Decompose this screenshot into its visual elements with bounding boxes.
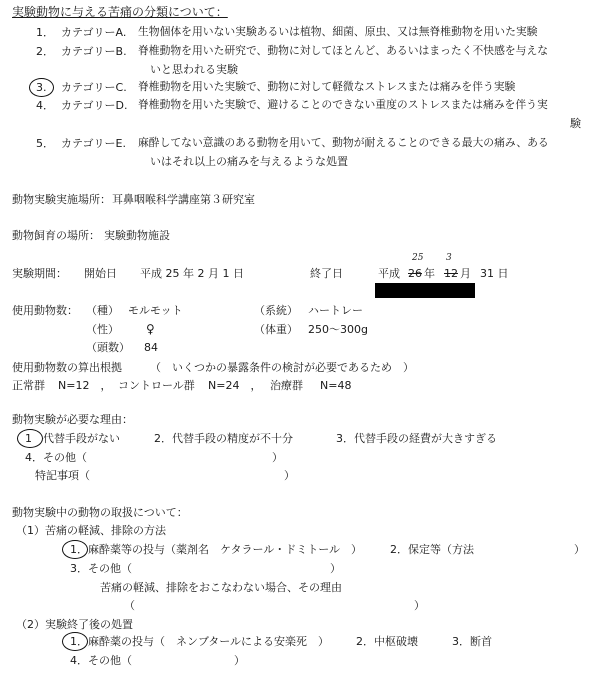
page-title: 実験動物に与える苦痛の分類について： xyxy=(12,5,228,19)
category-label: カテゴリーD. xyxy=(61,99,128,112)
handwritten-month: 3 xyxy=(446,253,452,263)
reason-option-1: 1 代替手段がない xyxy=(25,432,120,445)
reason-option-4: 4．その他（ xyxy=(25,451,87,464)
group-name: 正常群 xyxy=(12,379,45,392)
pain-option-2-close: ） xyxy=(574,543,585,556)
end-day: 31 日 xyxy=(480,267,509,280)
group-name: コントロール群 xyxy=(118,379,195,392)
species-label: （種） xyxy=(86,304,119,317)
pain-section-heading: （1）苦痛の軽減、排除の方法 xyxy=(16,524,166,537)
category-label: カテゴリーC. xyxy=(61,81,127,94)
reason-label: 動物実験が必要な理由： xyxy=(12,413,133,426)
housing-value: 実験動物施設 xyxy=(104,229,170,242)
handling-label: 動物実験中の動物の取扱について： xyxy=(12,506,188,519)
count-value: 84 xyxy=(144,341,158,354)
pain-reason-label: 苦痛の軽減、排除をおこなわない場合、その理由 xyxy=(100,581,342,594)
end-month-unit: 月 xyxy=(460,267,471,280)
start-label: 開始日 xyxy=(84,267,117,280)
category-text: 脊椎動物を用いた実験で、避けることのできない重度のストレスまたは痛みを伴う実 xyxy=(138,98,548,111)
category-text-continued: 験 xyxy=(570,117,581,130)
basis-label: 使用動物数の算出根拠 xyxy=(12,361,122,374)
special-notes-label: 特記事項（ xyxy=(35,469,90,482)
pain-option-1: 1．麻酔薬等の投与（薬剤名 ケタラール・ドミトール ） xyxy=(70,543,363,556)
category-text: 生物個体を用いない実験あるいは植物、細菌、原虫、又は無脊椎動物を用いた実験 xyxy=(138,25,538,38)
end-option-2: 2．中枢破壊 xyxy=(356,635,418,648)
strain-value: ハートレー xyxy=(308,304,363,317)
period-label: 実験期間： xyxy=(12,267,67,280)
end-section-heading: （2）実験終了後の処置 xyxy=(16,618,133,631)
pain-option-2: 2．保定等（方法 xyxy=(390,543,474,556)
redaction-block xyxy=(375,283,475,298)
weight-value: 250～300g xyxy=(308,323,368,336)
reason-option-3: 3．代替手段の経費が大きすぎる xyxy=(336,432,497,445)
pain-reason-close: ） xyxy=(414,599,425,612)
pain-option-3-close: ） xyxy=(330,562,341,575)
end-label: 終了日 xyxy=(310,267,343,280)
group-name: 治療群 xyxy=(270,379,303,392)
pain-reason-open: （ xyxy=(124,599,135,612)
end-year-struck: 26 xyxy=(408,267,422,280)
sex-value: ♀ xyxy=(146,322,155,336)
category-text: 麻酔してない意識のある動物を用いて、動物が耐えることのできる最大の痛み、ある xyxy=(138,136,549,149)
start-date: 平成 25 年 2 月 1 日 xyxy=(140,267,244,280)
end-month-struck: 12 xyxy=(444,267,458,280)
count-label: （頭数） xyxy=(86,341,130,354)
category-number: 2． xyxy=(36,45,54,58)
end-era: 平成 xyxy=(378,267,400,280)
category-number: 5． xyxy=(36,137,54,150)
special-notes-close: ） xyxy=(284,469,295,482)
end-option-3: 3．断首 xyxy=(452,635,492,648)
category-text: 脊椎動物を用いた実験で、動物に対して軽微なストレスまたは痛みを伴う実験 xyxy=(138,80,516,93)
category-text-continued: いはそれ以上の痛みを与えるような処置 xyxy=(150,155,348,168)
group-count: N=24 ， xyxy=(208,379,262,392)
group-count: N=48 xyxy=(320,379,352,392)
category-text: 脊椎動物を用いた研究で、動物に対してほとんど、あるいはまったく不快感を与えな xyxy=(138,44,549,57)
end-option-4-close: ） xyxy=(234,654,245,667)
category-number: 3. xyxy=(36,81,47,94)
sex-label: （性） xyxy=(86,323,119,336)
category-text-continued: いと思われる実験 xyxy=(150,63,238,76)
animals-label: 使用動物数： xyxy=(12,304,78,317)
end-option-1: 1．麻酔薬の投与（ ネンブタールによる安楽死 ） xyxy=(70,635,330,648)
reason-option-2: 2．代替手段の精度が不十分 xyxy=(154,432,293,445)
end-option-4: 4．その他（ xyxy=(70,654,132,667)
location-label: 動物実験実施場所： xyxy=(12,193,111,206)
end-year-unit: 年 xyxy=(424,267,435,280)
basis-value: （ いくつかの暴露条件の検討が必要であるため ） xyxy=(150,361,414,374)
handwritten-year: 25 xyxy=(412,253,424,263)
location-value: 耳鼻咽喉科学講座第３研究室 xyxy=(112,193,255,206)
strain-label: （系統） xyxy=(254,304,298,317)
category-label: カテゴリーE. xyxy=(61,137,127,150)
reason-option-4-close: ） xyxy=(272,451,283,464)
category-label: カテゴリーA. xyxy=(61,26,127,39)
species-value: モルモット xyxy=(128,304,183,317)
pain-option-3: 3．その他（ xyxy=(70,562,132,575)
group-count: N=12 ， xyxy=(58,379,112,392)
category-number: 1． xyxy=(36,26,54,39)
category-number: 4． xyxy=(36,99,54,112)
housing-label: 動物飼育の場所： xyxy=(12,229,100,242)
weight-label: （体重） xyxy=(254,323,298,336)
category-label: カテゴリーB. xyxy=(61,45,127,58)
